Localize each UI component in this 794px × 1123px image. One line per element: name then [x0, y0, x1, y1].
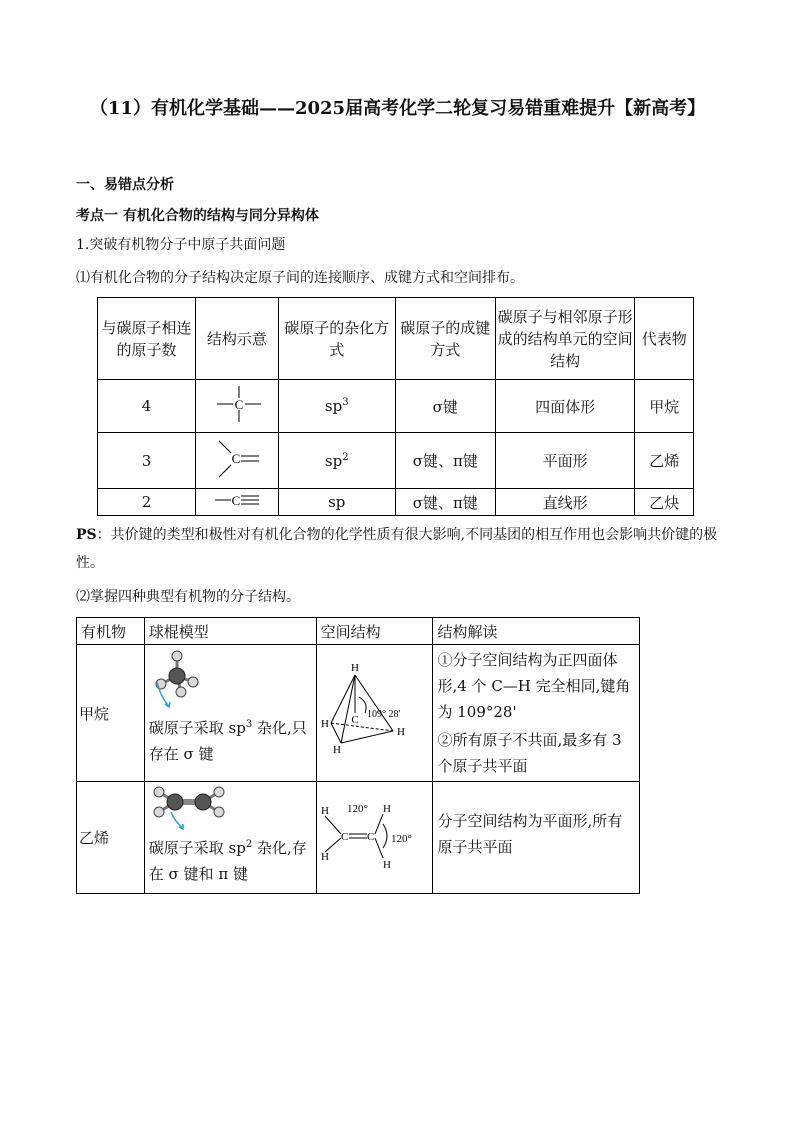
spatial-structure-cell	[316, 645, 433, 782]
svg-text:H: H	[320, 718, 329, 730]
spatial-shape: 四面体形	[495, 380, 635, 433]
table1-header: 碳原子的杂化方式	[278, 298, 395, 380]
hybridization: $sp^3$	[278, 380, 395, 433]
table1-header: 结构示意	[196, 298, 279, 380]
bond-type: σ键	[395, 380, 495, 433]
table2-header: 结构解读	[433, 618, 640, 645]
analysis-text: 分子空间结构为平面形,所有原子共平面	[437, 812, 623, 856]
table-row	[77, 782, 640, 894]
hybridization-table	[97, 297, 694, 516]
svg-text:H: H	[320, 851, 329, 863]
hybridization: $sp^2$	[278, 433, 395, 489]
spatial-shape: 平面形	[495, 433, 635, 489]
svg-text:H: H	[382, 803, 391, 815]
table-row	[77, 645, 640, 782]
svg-text:120°: 120°	[346, 803, 368, 815]
topic-heading: 考点一 有机化合物的结构与同分异构体	[76, 208, 319, 224]
structure-diagram	[196, 433, 279, 489]
svg-text:H: H	[332, 744, 341, 756]
structure-diagram	[196, 489, 279, 516]
svg-text:C: C	[234, 397, 244, 412]
sp2-carbon-diagram	[207, 435, 267, 483]
ball-stick-cell	[144, 782, 316, 894]
ball-stick-cell	[144, 645, 316, 782]
example-compound: 甲烷	[635, 380, 694, 433]
hybridization-note: 碳原子采取 $sp^3$ 杂化,只存在 σ 键	[148, 719, 307, 763]
atom-count: 4	[98, 380, 196, 433]
example-compound: 乙烯	[635, 433, 694, 489]
svg-text:120°: 120°	[390, 833, 412, 845]
table1-header: 碳原子的成键方式	[395, 298, 495, 380]
analysis-cell	[433, 782, 640, 894]
table2-header: 球棍模型	[144, 618, 316, 645]
hybridization-note: 碳原子采取 $sp^2$ 杂化,存在 σ 键和 π 键	[148, 839, 307, 883]
svg-text:C: C	[366, 831, 374, 843]
structure-diagram	[196, 380, 279, 433]
bond-type: σ键、π键	[395, 433, 495, 489]
svg-text:C: C	[231, 450, 241, 466]
sp3-carbon-diagram	[207, 382, 267, 426]
paragraph-2: ⑵掌握四种典型有机物的分子结构。	[76, 589, 300, 605]
spatial-shape: 直线形	[495, 489, 635, 516]
molecule-structure-table	[76, 617, 640, 894]
table-row	[98, 380, 694, 433]
ethylene-ball-stick-icon	[147, 784, 231, 830]
svg-text:C: C	[340, 831, 348, 843]
svg-text:C: C	[350, 714, 359, 726]
ps-note: PS：共价键的类型和极性对有机化合物的化学性质有很大影响,不同基团的相互作用也会影响共价键的极性。	[76, 527, 718, 571]
atom-count: 3	[98, 433, 196, 489]
table2-header: 空间结构	[316, 618, 433, 645]
sp-carbon-diagram	[207, 489, 267, 511]
methane-tetrahedron-diagram	[317, 645, 427, 760]
spatial-structure-cell	[316, 782, 433, 894]
analysis-cell	[433, 645, 640, 782]
bond-type: σ键、π键	[395, 489, 495, 516]
svg-text:C: C	[231, 493, 241, 508]
analysis-text: ①分子空间结构为正四面体形,4 个 C—H 完全相同,键角为 109°28'	[437, 651, 631, 721]
svg-text:109° 28′: 109° 28′	[366, 709, 401, 720]
hybridization: sp	[278, 489, 395, 516]
table1-header: 与碳原子相连的原子数	[98, 298, 196, 380]
svg-text:H: H	[382, 859, 391, 870]
svg-text:H: H	[396, 726, 405, 738]
compound-name: 乙烯	[77, 782, 145, 894]
ethylene-planar-diagram	[317, 800, 427, 870]
paragraph-1: ⑴有机化合物的分子结构决定原子间的连接顺序、成键方式和空间排布。	[76, 270, 524, 286]
svg-text:H: H	[350, 662, 359, 674]
document-title: （11）有机化学基础——2025届高考化学二轮复习易错重难提升【新高考】	[89, 98, 706, 119]
table2-header: 有机物	[77, 618, 145, 645]
example-compound: 乙炔	[635, 489, 694, 516]
table1-header: 代表物	[635, 298, 694, 380]
table-row	[98, 433, 694, 489]
methane-ball-stick-icon	[147, 648, 227, 710]
atom-count: 2	[98, 489, 196, 516]
analysis-text: ②所有原子不共面,最多有 3 个原子共平面	[437, 731, 622, 775]
point-heading: 1.突破有机物分子中原子共面问题	[76, 237, 286, 253]
compound-name: 甲烷	[77, 645, 145, 782]
table-row	[98, 489, 694, 516]
section-heading: 一、易错点分析	[76, 177, 174, 193]
svg-text:H: H	[320, 805, 329, 817]
table1-header: 碳原子与相邻原子形成的结构单元的空间结构	[495, 298, 635, 380]
